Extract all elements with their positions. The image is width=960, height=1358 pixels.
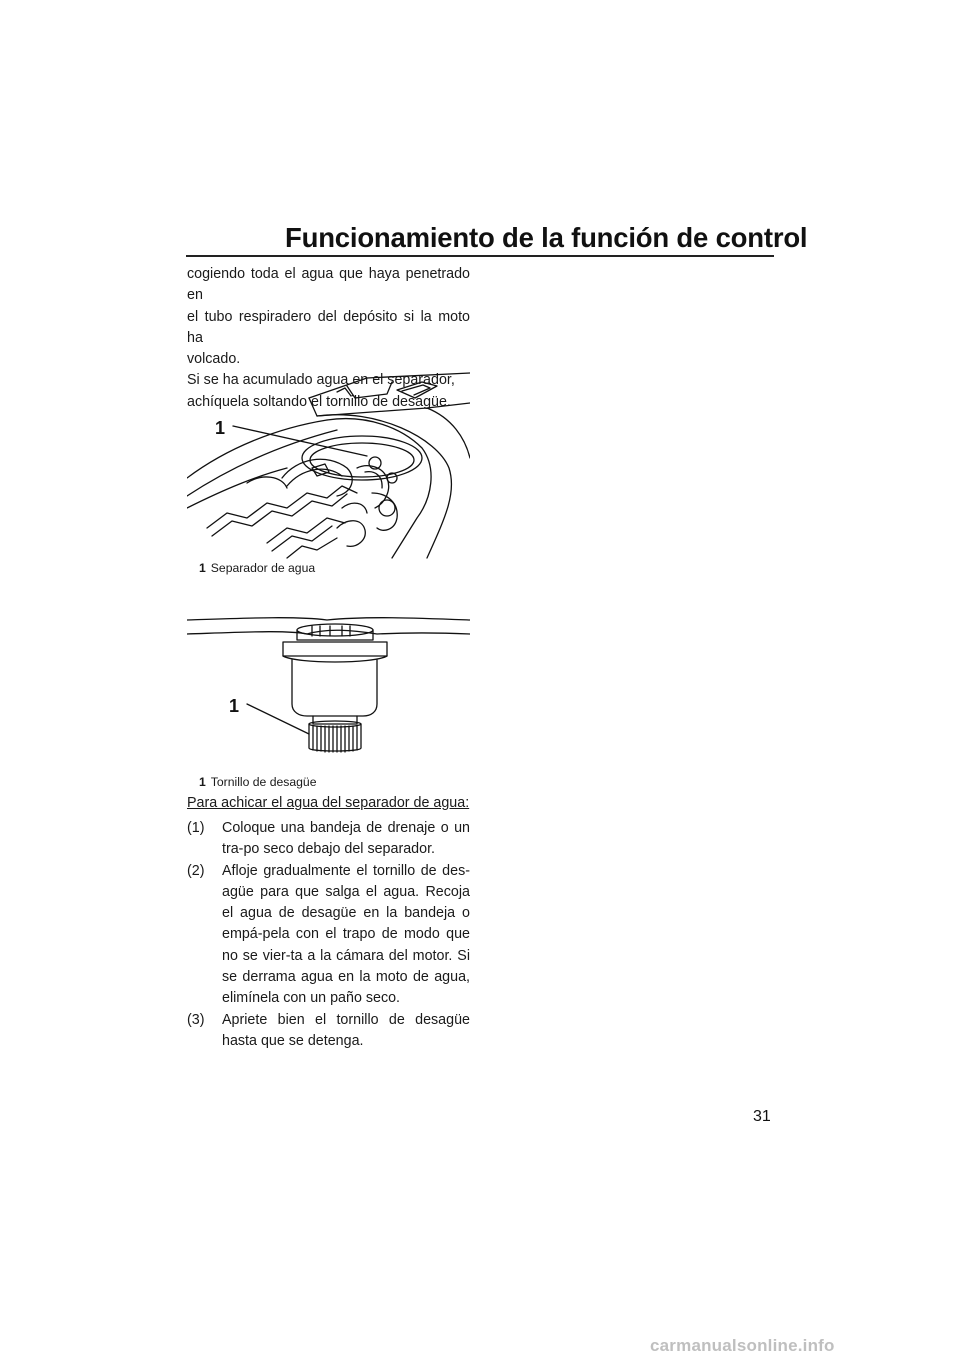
step-number: (3)	[187, 1011, 205, 1028]
figure1-caption-text: Separador de agua	[210, 561, 316, 575]
drain-screw-illustration	[187, 612, 470, 762]
intro-line: el tubo respiradero del depósito si la moto ha	[187, 308, 470, 346]
procedure-heading: Para achicar el agua del separador de agua:	[187, 795, 470, 811]
procedure-steps	[187, 818, 470, 1052]
procedure-step	[187, 1010, 470, 1053]
intro-line: cogiendo toda el agua que haya penetrado en	[187, 266, 470, 304]
page-title: Funcionamiento de la función de control	[285, 222, 808, 253]
step-text: Apriete bien el tornillo de desagüe hasta que se detenga.	[222, 1011, 470, 1049]
procedure-step	[187, 861, 470, 1010]
figure1-caption-number: 1	[199, 561, 206, 575]
figure2-caption-text: Tornillo de desagüe	[210, 775, 317, 789]
procedure-step	[187, 818, 470, 861]
step-text: Coloque una bandeja de drenaje o un tra-po seco debajo del separador.	[222, 820, 470, 858]
figure1-callout: 1	[215, 418, 226, 438]
header-rule	[186, 255, 774, 257]
step-text: Afloje gradualmente el tornillo de des-agüe para que salga el agua. Recoja el agua de desagüe en la bandeja o empá-pela con el trapo de modo que no se vier-ta a la cámara del motor. Si se derrama agua en la moto de agua, elimínela con un paño seco.	[222, 862, 470, 1007]
figure2-caption-number: 1	[199, 775, 206, 789]
intro-line: volcado.	[187, 351, 241, 368]
figure-drain-screw	[187, 612, 470, 792]
intro-line: Si se ha acumulado agua en el separador,	[187, 372, 455, 389]
figure2-callout: 1	[229, 696, 240, 716]
watermark: carmanualsonline.info	[650, 1336, 835, 1355]
figure1-caption	[199, 561, 315, 575]
figure-water-separator	[187, 368, 470, 575]
page-number: 31	[753, 1108, 771, 1125]
figure2-caption	[199, 775, 316, 789]
engine-compartment-illustration	[187, 368, 470, 563]
step-number: (1)	[187, 820, 205, 836]
intro-line: achíquela soltando el tornillo de desagüe.	[187, 393, 451, 410]
step-number: (2)	[187, 862, 205, 879]
